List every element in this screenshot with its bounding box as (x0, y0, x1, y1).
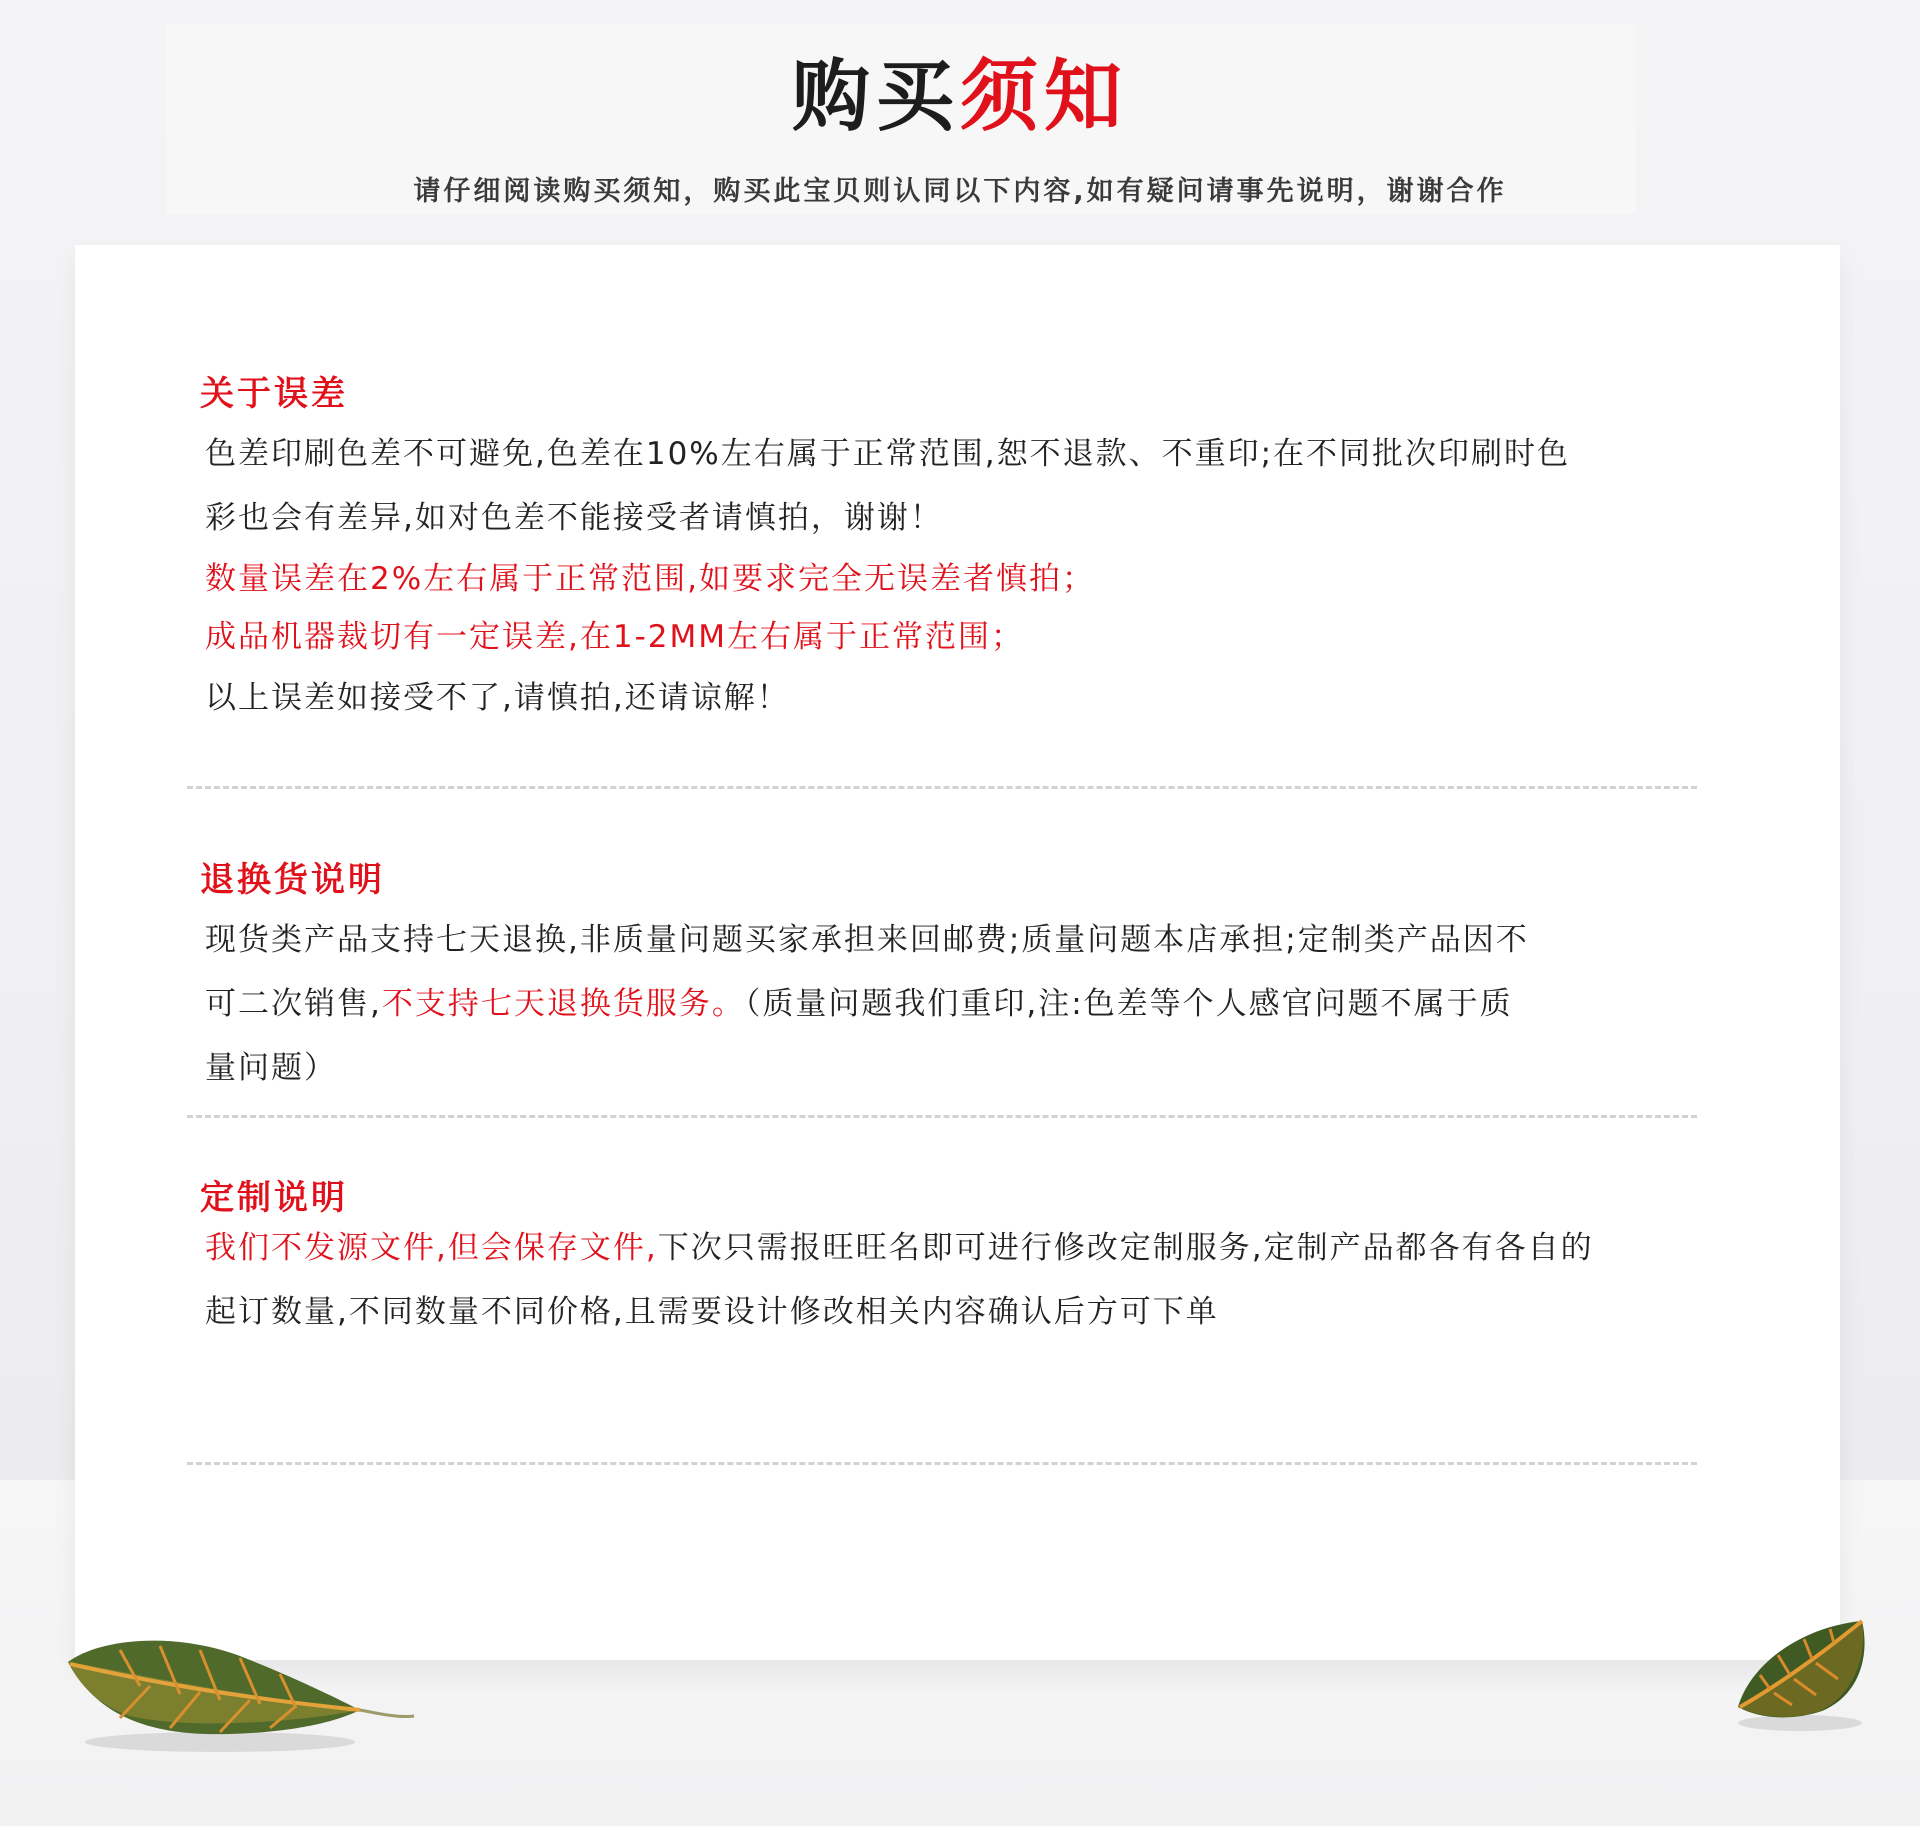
croton-leaf-right-icon (1730, 1615, 1880, 1735)
page-title (0, 42, 1920, 152)
title-part-black: 购买 (791, 52, 960, 142)
returns-line-1: 现货类产品支持七天退换,非质量问题买家承担来回邮费;质量问题本店承担;定制类产品因不 (205, 922, 1529, 958)
returns-line-3: 量问题） (205, 1050, 337, 1086)
section-title-custom: 定制说明 (200, 1178, 348, 1218)
croton-leaf-left-icon (60, 1630, 420, 1760)
error-line-2: 彩也会有差异,如对色差不能接受者请慎拍，谢谢！ (205, 500, 943, 536)
divider-1 (187, 786, 1697, 789)
error-line-3: 数量误差在2%左右属于正常范围,如要求完全无误差者慎拍； (205, 561, 1096, 597)
section-title-returns: 退换货说明 (200, 860, 385, 900)
title-part-red: 须知 (960, 52, 1129, 142)
custom-line-1-highlight: 我们不发源文件,但会保存文件, (205, 1230, 658, 1266)
returns-line-2-note: （质量问题我们重印,注:色差等个人感官问题不属于质 (744, 986, 1513, 1022)
returns-line-2-normal: 可二次销售, (205, 986, 382, 1022)
returns-line-2-highlight: 不支持七天退换货服务。 (381, 986, 745, 1022)
returns-line-2 (205, 972, 1725, 1036)
custom-line-1 (205, 1216, 1745, 1280)
divider-3 (187, 1462, 1697, 1465)
error-line-4: 成品机器裁切有一定误差,在1-2MM左右属于正常范围； (205, 619, 1024, 655)
divider-2 (187, 1115, 1697, 1118)
section-body-custom (205, 1216, 1745, 1344)
section-body-returns (205, 908, 1725, 1100)
page-subtitle: 请仔细阅读购买须知，购买此宝贝则认同以下内容,如有疑问请事先说明，谢谢合作 (413, 176, 1507, 207)
section-title-error: 关于误差 (200, 374, 348, 414)
custom-line-1-normal: 下次只需报旺旺名即可进行修改定制服务,定制产品都各有各自的 (657, 1230, 1594, 1266)
custom-line-2: 起订数量,不同数量不同价格,且需要设计修改相关内容确认后方可下单 (205, 1294, 1219, 1330)
error-line-5: 以上误差如接受不了,请慎拍,还请谅解！ (205, 680, 790, 716)
error-line-1: 色差印刷色差不可避免,色差在10%左右属于正常范围,恕不退款、不重印;在不同批次印刷时色 (205, 436, 1571, 472)
section-body-error (205, 422, 1725, 730)
